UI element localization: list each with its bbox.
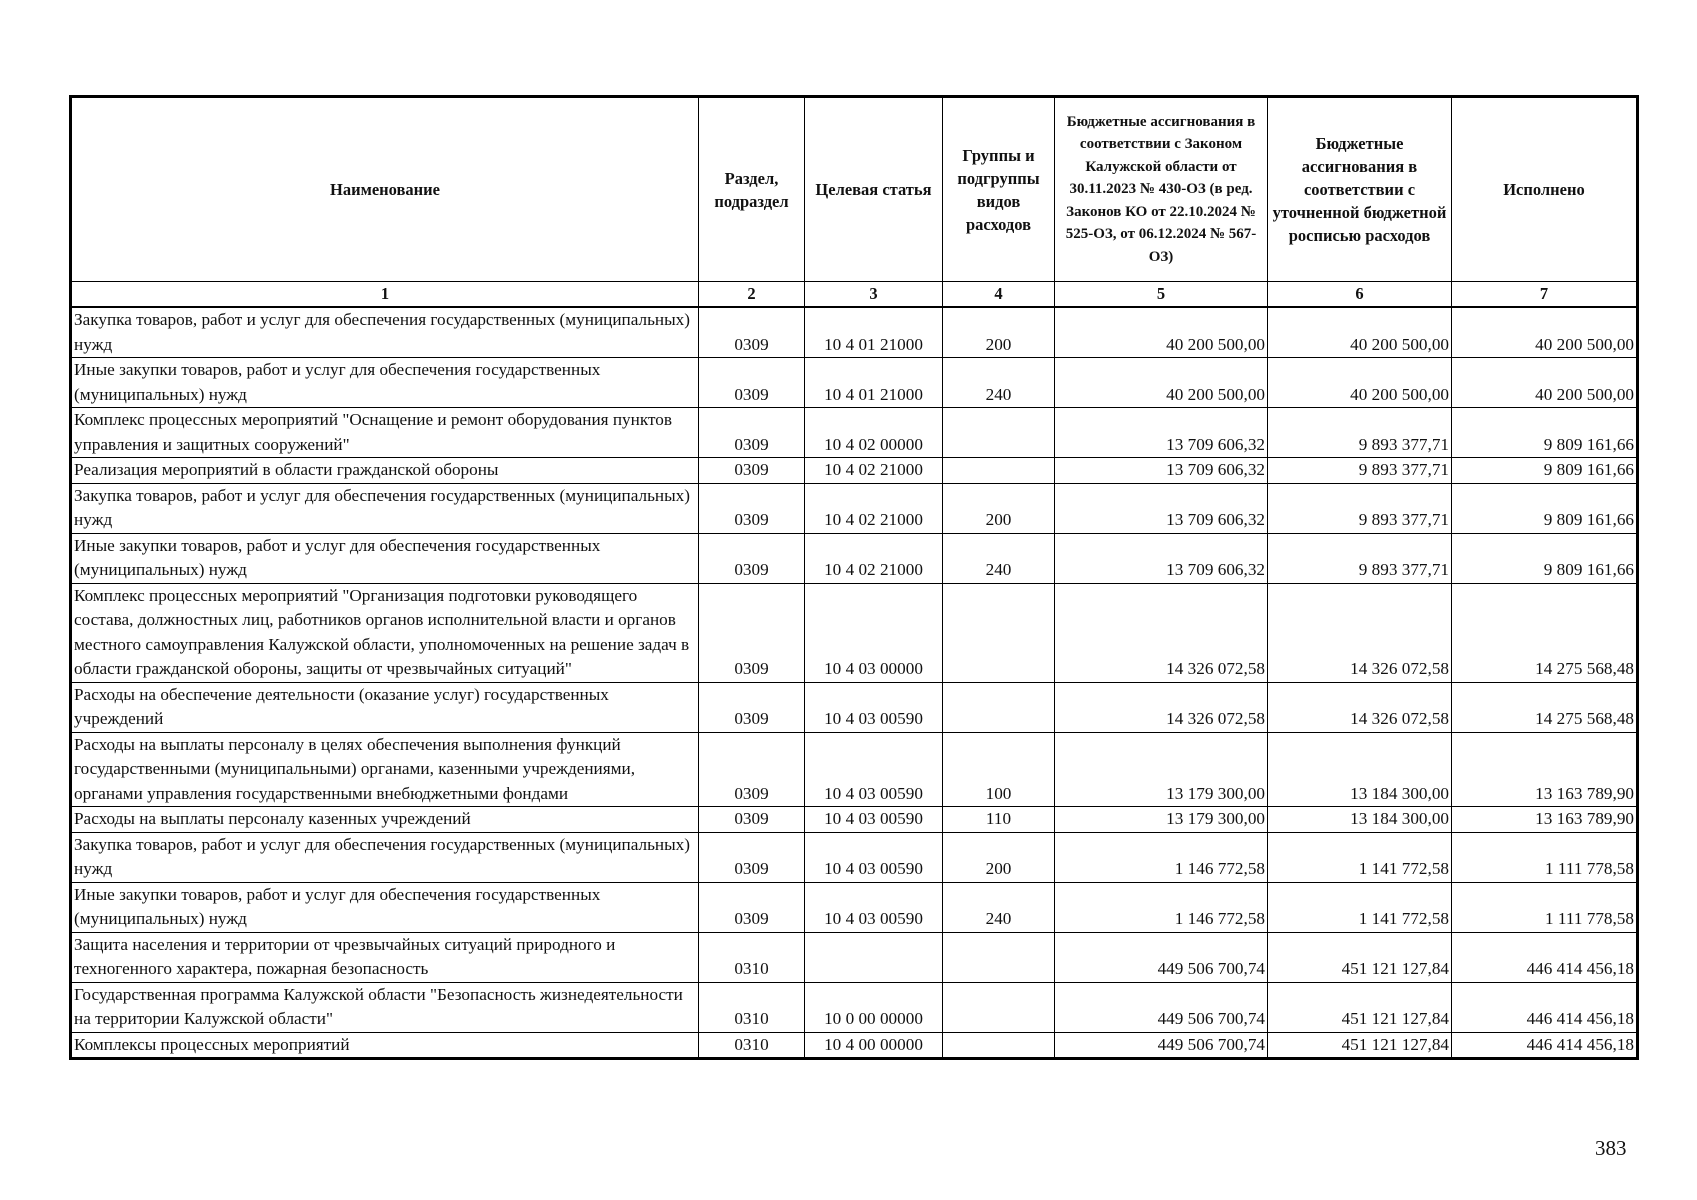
row-target-cell: 10 4 00 00000 — [805, 1032, 943, 1059]
row-executed-amount-cell: 40 200 500,00 — [1452, 358, 1638, 408]
row-name-cell: Закупка товаров, работ и услуг для обеспечения государственных (муниципальных) нужд — [71, 483, 699, 533]
budget-table — [69, 95, 1639, 1060]
row-group-cell — [943, 458, 1055, 484]
table-row — [71, 408, 1638, 458]
row-target-cell: 10 4 03 00590 — [805, 682, 943, 732]
row-name-cell: Расходы на выплаты персоналу в целях обеспечения выполнения функций государственными (муниципальными) органами, казенными учреждениями, органами управления государственными внебюджетными фондами — [71, 732, 699, 807]
row-target-cell: 10 4 03 00590 — [805, 832, 943, 882]
column-number: 5 — [1055, 282, 1268, 308]
row-executed-amount-cell: 9 809 161,66 — [1452, 483, 1638, 533]
row-refined-amount-cell: 9 893 377,71 — [1268, 408, 1452, 458]
column-number: 2 — [699, 282, 805, 308]
page-number: 383 — [1595, 1136, 1627, 1160]
row-target-cell: 10 4 03 00590 — [805, 732, 943, 807]
row-group-cell: 100 — [943, 732, 1055, 807]
row-name-cell: Комплексы процессных мероприятий — [71, 1032, 699, 1059]
row-name-cell: Государственная программа Калужской области "Безопасность жизнедеятельности на территории Калужской области" — [71, 982, 699, 1032]
row-section-cell: 0309 — [699, 732, 805, 807]
row-law-amount-cell: 449 506 700,74 — [1055, 982, 1268, 1032]
row-refined-amount-cell: 40 200 500,00 — [1268, 307, 1452, 358]
row-name-cell: Защита населения и территории от чрезвычайных ситуаций природного и техногенного характера, пожарная безопасность — [71, 932, 699, 982]
row-name-cell: Иные закупки товаров, работ и услуг для обеспечения государственных (муниципальных) нужд — [71, 533, 699, 583]
row-law-amount-cell: 13 709 606,32 — [1055, 458, 1268, 484]
row-name-cell: Комплекс процессных мероприятий "Оснащение и ремонт оборудования пунктов управления и защитных сооружений" — [71, 408, 699, 458]
header-refined-allocations: Бюджетные ассигнования в соответствии с уточненной бюджетной росписью расходов — [1268, 97, 1452, 282]
table-body — [71, 307, 1638, 1059]
row-executed-amount-cell: 446 414 456,18 — [1452, 982, 1638, 1032]
row-name-cell: Реализация мероприятий в области гражданской обороны — [71, 458, 699, 484]
row-name-cell: Расходы на обеспечение деятельности (оказание услуг) государственных учреждений — [71, 682, 699, 732]
row-name-cell: Закупка товаров, работ и услуг для обеспечения государственных (муниципальных) нужд — [71, 307, 699, 358]
header-section: Раздел, подраздел — [699, 97, 805, 282]
header-name: Наименование — [71, 97, 699, 282]
row-refined-amount-cell: 40 200 500,00 — [1268, 358, 1452, 408]
row-group-cell — [943, 408, 1055, 458]
row-law-amount-cell: 1 146 772,58 — [1055, 832, 1268, 882]
row-section-cell: 0309 — [699, 682, 805, 732]
row-name-cell: Иные закупки товаров, работ и услуг для обеспечения государственных (муниципальных) нужд — [71, 882, 699, 932]
table-row — [71, 358, 1638, 408]
table-row — [71, 982, 1638, 1032]
row-refined-amount-cell: 451 121 127,84 — [1268, 982, 1452, 1032]
row-section-cell: 0309 — [699, 832, 805, 882]
row-target-cell — [805, 932, 943, 982]
row-section-cell: 0310 — [699, 1032, 805, 1059]
row-law-amount-cell: 13 179 300,00 — [1055, 732, 1268, 807]
row-section-cell: 0310 — [699, 982, 805, 1032]
row-refined-amount-cell: 14 326 072,58 — [1268, 583, 1452, 682]
row-name-cell: Комплекс процессных мероприятий "Организация подготовки руководящего состава, должностных лиц, работников органов исполнительной власти и органов местного самоуправления Калужской области, уполномоченных на решение задач в области гражданской обороны, защиты от чрезвычайных ситуаций" — [71, 583, 699, 682]
row-target-cell: 10 4 03 00000 — [805, 583, 943, 682]
row-target-cell: 10 0 00 00000 — [805, 982, 943, 1032]
row-refined-amount-cell: 1 141 772,58 — [1268, 882, 1452, 932]
row-name-cell: Расходы на выплаты персоналу казенных учреждений — [71, 807, 699, 833]
row-executed-amount-cell: 14 275 568,48 — [1452, 682, 1638, 732]
row-refined-amount-cell: 14 326 072,58 — [1268, 682, 1452, 732]
table-row — [71, 583, 1638, 682]
row-refined-amount-cell: 13 184 300,00 — [1268, 807, 1452, 833]
row-executed-amount-cell: 9 809 161,66 — [1452, 458, 1638, 484]
row-target-cell: 10 4 01 21000 — [805, 307, 943, 358]
row-name-cell: Закупка товаров, работ и услуг для обеспечения государственных (муниципальных) нужд — [71, 832, 699, 882]
row-executed-amount-cell: 1 111 778,58 — [1452, 832, 1638, 882]
row-executed-amount-cell: 446 414 456,18 — [1452, 932, 1638, 982]
row-refined-amount-cell: 9 893 377,71 — [1268, 458, 1452, 484]
row-group-cell: 200 — [943, 307, 1055, 358]
column-number: 3 — [805, 282, 943, 308]
row-law-amount-cell: 1 146 772,58 — [1055, 882, 1268, 932]
row-target-cell: 10 4 02 21000 — [805, 533, 943, 583]
row-executed-amount-cell: 9 809 161,66 — [1452, 408, 1638, 458]
row-section-cell: 0310 — [699, 932, 805, 982]
row-executed-amount-cell: 446 414 456,18 — [1452, 1032, 1638, 1059]
row-group-cell — [943, 583, 1055, 682]
row-refined-amount-cell: 451 121 127,84 — [1268, 932, 1452, 982]
table-row — [71, 458, 1638, 484]
table-row — [71, 732, 1638, 807]
row-group-cell — [943, 682, 1055, 732]
row-law-amount-cell: 13 179 300,00 — [1055, 807, 1268, 833]
column-number: 6 — [1268, 282, 1452, 308]
row-executed-amount-cell: 13 163 789,90 — [1452, 807, 1638, 833]
table-row — [71, 932, 1638, 982]
row-law-amount-cell: 14 326 072,58 — [1055, 583, 1268, 682]
row-law-amount-cell: 40 200 500,00 — [1055, 307, 1268, 358]
row-law-amount-cell: 14 326 072,58 — [1055, 682, 1268, 732]
row-target-cell: 10 4 01 21000 — [805, 358, 943, 408]
header-executed: Исполнено — [1452, 97, 1638, 282]
column-number: 7 — [1452, 282, 1638, 308]
row-group-cell — [943, 932, 1055, 982]
row-refined-amount-cell: 1 141 772,58 — [1268, 832, 1452, 882]
header-target: Целевая статья — [805, 97, 943, 282]
table-row — [71, 682, 1638, 732]
row-section-cell: 0309 — [699, 408, 805, 458]
row-refined-amount-cell: 9 893 377,71 — [1268, 533, 1452, 583]
column-number: 1 — [71, 282, 699, 308]
row-executed-amount-cell: 1 111 778,58 — [1452, 882, 1638, 932]
row-target-cell: 10 4 03 00590 — [805, 882, 943, 932]
row-group-cell: 240 — [943, 358, 1055, 408]
column-number: 4 — [943, 282, 1055, 308]
table-row — [71, 1032, 1638, 1059]
row-group-cell: 110 — [943, 807, 1055, 833]
row-group-cell — [943, 982, 1055, 1032]
row-executed-amount-cell: 9 809 161,66 — [1452, 533, 1638, 583]
table-row — [71, 882, 1638, 932]
row-law-amount-cell: 13 709 606,32 — [1055, 533, 1268, 583]
row-target-cell: 10 4 02 00000 — [805, 408, 943, 458]
row-section-cell: 0309 — [699, 483, 805, 533]
column-number-row — [71, 282, 1638, 308]
row-section-cell: 0309 — [699, 358, 805, 408]
row-target-cell: 10 4 02 21000 — [805, 483, 943, 533]
header-row — [71, 97, 1638, 282]
row-executed-amount-cell: 14 275 568,48 — [1452, 583, 1638, 682]
row-target-cell: 10 4 02 21000 — [805, 458, 943, 484]
row-section-cell: 0309 — [699, 882, 805, 932]
table-row — [71, 533, 1638, 583]
header-law-allocations: Бюджетные ассигнования в соответствии с Законом Калужской области от 30.11.2023 № 430-ОЗ (в ред. Законов КО от 22.10.2024 № 525-ОЗ, от 06.12.2024 № 567-ОЗ) — [1055, 97, 1268, 282]
row-law-amount-cell: 13 709 606,32 — [1055, 408, 1268, 458]
table-row — [71, 307, 1638, 358]
row-group-cell — [943, 1032, 1055, 1059]
row-refined-amount-cell: 9 893 377,71 — [1268, 483, 1452, 533]
row-section-cell: 0309 — [699, 458, 805, 484]
row-law-amount-cell: 13 709 606,32 — [1055, 483, 1268, 533]
row-executed-amount-cell: 40 200 500,00 — [1452, 307, 1638, 358]
row-law-amount-cell: 40 200 500,00 — [1055, 358, 1268, 408]
row-group-cell: 200 — [943, 483, 1055, 533]
row-section-cell: 0309 — [699, 533, 805, 583]
row-name-cell: Иные закупки товаров, работ и услуг для обеспечения государственных (муниципальных) нужд — [71, 358, 699, 408]
row-section-cell: 0309 — [699, 583, 805, 682]
row-target-cell: 10 4 03 00590 — [805, 807, 943, 833]
row-law-amount-cell: 449 506 700,74 — [1055, 932, 1268, 982]
row-section-cell: 0309 — [699, 807, 805, 833]
header-group: Группы и подгруппы видов расходов — [943, 97, 1055, 282]
table-row — [71, 483, 1638, 533]
table-row — [71, 807, 1638, 833]
row-group-cell: 200 — [943, 832, 1055, 882]
row-law-amount-cell: 449 506 700,74 — [1055, 1032, 1268, 1059]
row-refined-amount-cell: 13 184 300,00 — [1268, 732, 1452, 807]
table-row — [71, 832, 1638, 882]
row-executed-amount-cell: 13 163 789,90 — [1452, 732, 1638, 807]
row-group-cell: 240 — [943, 533, 1055, 583]
row-section-cell: 0309 — [699, 307, 805, 358]
row-refined-amount-cell: 451 121 127,84 — [1268, 1032, 1452, 1059]
row-group-cell: 240 — [943, 882, 1055, 932]
